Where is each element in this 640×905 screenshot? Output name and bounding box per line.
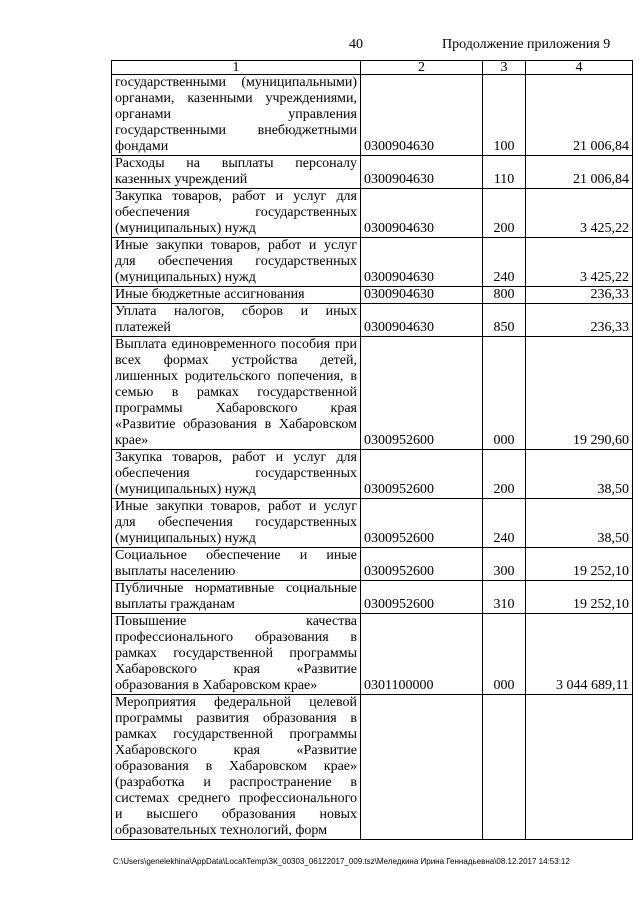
row-description xyxy=(112,695,361,840)
description-line: фондами xyxy=(115,139,169,154)
row-description xyxy=(112,75,361,156)
description-line: государственными (муниципальными) xyxy=(115,75,357,90)
column-number-3: 3 xyxy=(483,61,526,75)
budget-table-body xyxy=(112,75,633,840)
row-description xyxy=(112,548,361,581)
row-expense-type: 200 xyxy=(483,450,526,499)
row-expense-type: 200 xyxy=(483,189,526,238)
row-description xyxy=(112,156,361,189)
row-amount: 21 006,84 xyxy=(526,156,633,189)
table-row xyxy=(112,337,633,450)
row-description xyxy=(112,450,361,499)
row-description xyxy=(112,337,361,450)
table-row xyxy=(112,189,633,238)
row-target-code: 0300952600 xyxy=(361,581,483,614)
row-amount: 236,33 xyxy=(526,304,633,337)
description-line: обеспечения государственных xyxy=(115,466,357,481)
description-line: Закупка товаров, работ и услуг для xyxy=(115,450,357,465)
description-line: лишенных родительского попечения, в xyxy=(115,369,357,384)
description-line: Расходы на выплаты персоналу xyxy=(115,156,357,171)
description-line: государственными внебюджетными xyxy=(115,123,357,138)
row-expense-type: 310 xyxy=(483,581,526,614)
row-description xyxy=(112,499,361,548)
file-path-footer: C:\Users\genelekhina\AppData\Local\Temp\ЗК_00303_06122017_009.tsz\Меледкина Ирина Геннадьевна\08.12.2017 14:53:12 xyxy=(113,857,570,866)
description-line: программы Хабаровского края xyxy=(115,401,357,416)
row-target-code: 0300952600 xyxy=(361,450,483,499)
description-line: образования в Хабаровском крае» xyxy=(115,759,357,774)
description-line: платежей xyxy=(115,320,171,335)
row-target-code: 0300952600 xyxy=(361,337,483,450)
description-line: Мероприятия федеральной целевой xyxy=(115,695,357,710)
description-line: для обеспечения государственных xyxy=(115,515,357,530)
column-number-1: 1 xyxy=(112,61,361,75)
description-line: Иные закупки товаров, работ и услуг xyxy=(115,238,357,253)
row-description xyxy=(112,304,361,337)
row-expense-type: 240 xyxy=(483,238,526,287)
row-expense-type: 240 xyxy=(483,499,526,548)
description-line: (муниципальных) нужд xyxy=(115,270,256,285)
table-row xyxy=(112,548,633,581)
row-amount: 236,33 xyxy=(526,287,633,304)
row-description xyxy=(112,581,361,614)
table-row xyxy=(112,304,633,337)
description-line: профессионального образования в xyxy=(115,630,357,645)
table-row xyxy=(112,238,633,287)
row-target-code: 0300952600 xyxy=(361,499,483,548)
table-row xyxy=(112,695,633,840)
description-line: рамках государственной программы xyxy=(115,646,357,661)
description-line: Выплата единовременного пособия при xyxy=(115,337,357,352)
row-description xyxy=(112,287,361,304)
description-line: Иные бюджетные ассигнования xyxy=(115,287,305,302)
row-target-code: 0300904630 xyxy=(361,287,483,304)
description-line: системах среднего профессионального xyxy=(115,791,357,806)
description-line: казенных учреждений xyxy=(115,172,248,187)
row-expense-type: 100 xyxy=(483,75,526,156)
row-target-code: 0300904630 xyxy=(361,238,483,287)
description-line: семью в рамках государственной xyxy=(115,385,357,400)
column-number-2: 2 xyxy=(361,61,483,75)
column-number-row xyxy=(112,61,633,75)
description-line: Хабаровского края «Развитие xyxy=(115,662,357,677)
row-amount: 3 425,22 xyxy=(526,238,633,287)
table-row xyxy=(112,614,633,695)
row-target-code: 0300904630 xyxy=(361,75,483,156)
description-line: «Развитие образования в Хабаровском xyxy=(115,417,357,432)
row-target-code: 0301100000 xyxy=(361,614,483,695)
row-description xyxy=(112,614,361,695)
row-target-code xyxy=(361,695,483,840)
table-row xyxy=(112,499,633,548)
description-line: (муниципальных) нужд xyxy=(115,221,256,236)
description-line: Хабаровского края «Развитие xyxy=(115,743,357,758)
description-line: (муниципальных) нужд xyxy=(115,531,256,546)
description-line: Уплата налогов, сборов и иных xyxy=(115,304,357,319)
table-row xyxy=(112,156,633,189)
row-amount: 21 006,84 xyxy=(526,75,633,156)
row-expense-type: 800 xyxy=(483,287,526,304)
description-line: обеспечения государственных xyxy=(115,205,357,220)
description-line: (разработка и распространение в xyxy=(115,775,357,790)
description-line: Публичные нормативные социальные xyxy=(115,581,357,596)
row-amount xyxy=(526,695,633,840)
description-line: выплаты населению xyxy=(115,564,236,579)
description-line: органами, казенными учреждениями, xyxy=(115,91,357,106)
row-amount: 3 044 689,11 xyxy=(526,614,633,695)
row-target-code: 0300904630 xyxy=(361,156,483,189)
row-expense-type: 850 xyxy=(483,304,526,337)
row-expense-type: 000 xyxy=(483,614,526,695)
table-row xyxy=(112,450,633,499)
page-number: 40 xyxy=(349,37,363,52)
description-line: рамках государственной программы xyxy=(115,727,357,742)
row-amount: 19 252,10 xyxy=(526,548,633,581)
row-expense-type: 110 xyxy=(483,156,526,189)
description-line: всех формах устройства детей, xyxy=(115,353,357,368)
budget-table xyxy=(111,60,633,840)
appendix-continuation-label: Продолжение приложения 9 xyxy=(442,37,611,52)
row-amount: 38,50 xyxy=(526,450,633,499)
table-row xyxy=(112,287,633,304)
description-line: Социальное обеспечение и иные xyxy=(115,548,357,563)
row-description xyxy=(112,238,361,287)
description-line: и высшего образования новых xyxy=(115,807,357,822)
description-line: (муниципальных) нужд xyxy=(115,482,256,497)
row-amount: 38,50 xyxy=(526,499,633,548)
row-expense-type xyxy=(483,695,526,840)
table-row xyxy=(112,581,633,614)
row-amount: 19 252,10 xyxy=(526,581,633,614)
description-line: Повышение качества xyxy=(115,614,357,629)
description-line: образовательных технологий, форм xyxy=(115,823,328,838)
row-target-code: 0300904630 xyxy=(361,304,483,337)
row-amount: 3 425,22 xyxy=(526,189,633,238)
description-line: образования в Хабаровском крае» xyxy=(115,678,318,693)
row-amount: 19 290,60 xyxy=(526,337,633,450)
column-number-4: 4 xyxy=(526,61,633,75)
description-line: программы развития образования в xyxy=(115,711,357,726)
description-line: органами управления xyxy=(115,107,357,122)
description-line: выплаты гражданам xyxy=(115,597,235,612)
description-line: для обеспечения государственных xyxy=(115,254,357,269)
row-description xyxy=(112,189,361,238)
row-expense-type: 000 xyxy=(483,337,526,450)
description-line: крае» xyxy=(115,433,149,448)
description-line: Закупка товаров, работ и услуг для xyxy=(115,189,357,204)
description-line: Иные закупки товаров, работ и услуг xyxy=(115,499,357,514)
row-target-code: 0300952600 xyxy=(361,548,483,581)
table-row xyxy=(112,75,633,156)
row-expense-type: 300 xyxy=(483,548,526,581)
row-target-code: 0300904630 xyxy=(361,189,483,238)
